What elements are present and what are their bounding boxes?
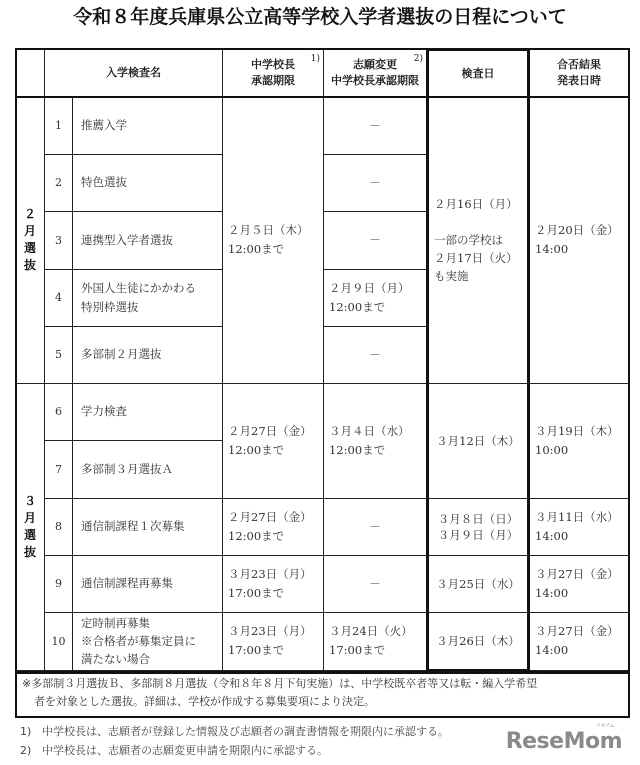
exam-name: 多部制２月選抜 <box>73 326 223 383</box>
exam-name: 定時制再募集 ※合格者が募集定員に 満たない場合 <box>73 612 223 670</box>
row-number: 2 <box>45 154 73 211</box>
page-title: 令和８年度兵庫県公立高等学校入学者選抜の日程について <box>73 6 567 28</box>
change-deadline: ３月４日（水） 12:00まで <box>324 383 428 498</box>
exam-date: ３月８日（日） ３月９日（月） <box>428 498 529 555</box>
approval-deadline: ２月５日（木） 12:00まで <box>223 97 324 383</box>
exam-date: ３月26日（木） <box>428 612 529 670</box>
row-number: 7 <box>45 440 73 498</box>
row-number: 5 <box>45 326 73 383</box>
row-number: 6 <box>45 383 73 440</box>
approval-deadline: ２月27日（金） 12:00まで <box>223 383 324 498</box>
result-date: ３月19日（木） 10:00 <box>529 383 629 498</box>
group-label-feb: ２ 月 選 抜 <box>16 97 45 383</box>
exam-name: 通信制課程１次募集 <box>73 498 223 555</box>
footnote-ref-2: 2) <box>413 54 423 64</box>
change-deadline: － <box>324 326 428 383</box>
exam-name: 推薦入学 <box>73 97 223 154</box>
approval-deadline: ３月23日（月） 17:00まで <box>223 612 324 670</box>
row-number: 10 <box>45 612 73 670</box>
result-date: ３月27日（金） 14:00 <box>529 555 629 612</box>
header-group <box>16 50 45 98</box>
header-exam-name: 入学検査名 <box>45 50 223 98</box>
change-deadline: － <box>324 154 428 211</box>
table-row <box>16 383 629 440</box>
table-row <box>16 612 629 670</box>
row-number: 9 <box>45 555 73 612</box>
row-number: 3 <box>45 211 73 269</box>
header-exam-date: 検査日 <box>428 50 529 98</box>
footnotes <box>20 722 449 760</box>
header-row <box>16 50 629 98</box>
footnote-2: 2) 中学校長は、志願者の志願変更申請を期限内に承認する。 <box>20 744 328 757</box>
table-row <box>16 555 629 612</box>
change-deadline: － <box>324 211 428 269</box>
group-label-mar: ３ 月 選 抜 <box>16 383 45 670</box>
header-approval-deadline: 1) 中学校長 承認期限 <box>223 50 324 98</box>
approval-deadline: ３月23日（月） 17:00まで <box>223 555 324 612</box>
exam-name: 特色選抜 <box>73 154 223 211</box>
exam-date: ３月12日（木） <box>428 383 529 498</box>
note-box <box>15 671 630 718</box>
row-number: 1 <box>45 97 73 154</box>
exam-date: ２月16日（月） 一部の学校は ２月17日（火） も実施 <box>428 97 529 383</box>
change-deadline: － <box>324 97 428 154</box>
exam-name: 学力検査 <box>73 383 223 440</box>
table-row <box>16 97 629 154</box>
change-deadline: ２月９日（月） 12:00まで <box>324 269 428 326</box>
note-line-2: 者を対象とした選抜。詳細は、学校が作成する募集要項により決定。 <box>34 695 375 708</box>
exam-name: 外国人生徒にかかわる 特別枠選抜 <box>73 269 223 326</box>
footnote-ref-1: 1) <box>310 54 320 64</box>
exam-name: 連携型入学者選抜 <box>73 211 223 269</box>
row-number: 8 <box>45 498 73 555</box>
exam-name: 通信制課程再募集 <box>73 555 223 612</box>
result-date: ３月27日（金） 14:00 <box>529 612 629 670</box>
table-row <box>16 498 629 555</box>
exam-date: ３月25日（水） <box>428 555 529 612</box>
header-result: 合否結果 発表日時 <box>529 50 629 98</box>
exam-name: 多部制３月選抜Ａ <box>73 440 223 498</box>
approval-deadline: ２月27日（金） 12:00まで <box>223 498 324 555</box>
change-deadline: － <box>324 498 428 555</box>
result-date: ２月20日（金） 14:00 <box>529 97 629 383</box>
change-deadline: ３月24日（火） 17:00まで <box>324 612 428 670</box>
header-change-deadline: 2) 志願変更 中学校長承認期限 <box>324 50 428 98</box>
resemom-logo: リセマム ReseMom <box>505 723 622 754</box>
schedule-table <box>15 48 629 672</box>
note-line-1: ※多部制３月選抜Ｂ、多部制８月選抜（令和８年８月下旬実施）は、中学校既卒者等又は転・編入学希望 <box>22 677 538 690</box>
row-number: 4 <box>45 269 73 326</box>
result-date: ３月11日（水） 14:00 <box>529 498 629 555</box>
footnote-1: 1) 中学校長は、志願者が登録した情報及び志願者の調査書情報を期限内に承認する。 <box>20 725 449 738</box>
change-deadline: － <box>324 555 428 612</box>
